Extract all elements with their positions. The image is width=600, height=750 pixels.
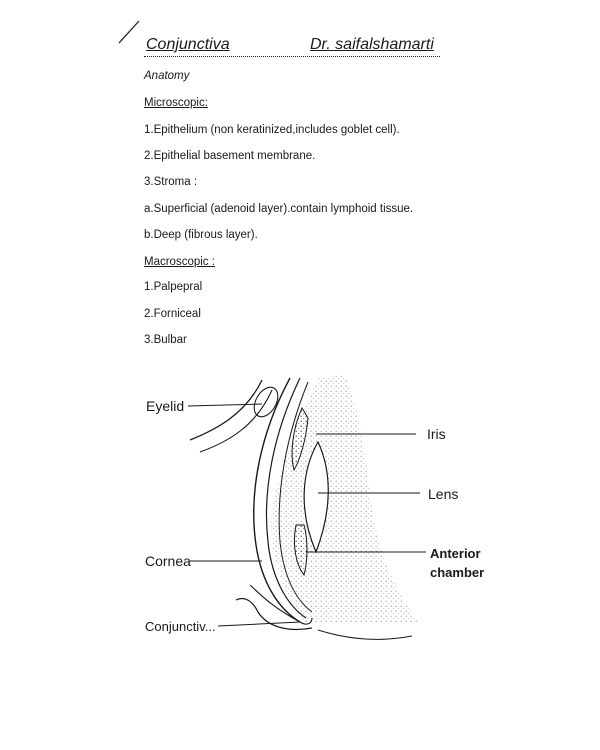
list-item: 2.Epithelial basement membrane. [144, 150, 316, 162]
conjunctiva-label: Conjunctiv... [145, 619, 216, 634]
macroscopic-heading: Macroscopic : [144, 256, 215, 268]
list-item: 3.Stroma : [144, 176, 198, 188]
document-header [144, 36, 440, 57]
upper-eyelid-inner [200, 390, 272, 452]
anterior-label: Anterior [430, 546, 481, 561]
cornea-label: Cornea [145, 553, 191, 569]
eyelid-leader [188, 404, 262, 406]
list-item: b.Deep (fibrous layer). [144, 229, 258, 241]
upper-eyelid [190, 380, 262, 440]
iris-label: Iris [427, 426, 446, 442]
list-item: a.Superficial (adenoid layer).contain lymphoid tissue. [144, 203, 414, 215]
chamber-label: chamber [430, 565, 485, 580]
list-item: 2.Forniceal [144, 308, 201, 320]
document-title: Conjunctiva [146, 36, 230, 53]
list-item: 1.Epithelium (non keratinized,includes goblet cell). [144, 124, 400, 136]
document-author: Dr. saifalshamarti [310, 36, 434, 53]
list-item: 3.Bulbar [144, 334, 187, 346]
globe-stipple [271, 375, 420, 622]
pen-stroke-mark [116, 18, 142, 46]
lens-label: Lens [428, 486, 459, 502]
eyelid-label: Eyelid [146, 398, 185, 414]
bottom-curve [318, 630, 412, 639]
anatomy-heading: Anatomy [144, 70, 190, 82]
list-item: 1.Palpepral [144, 281, 203, 293]
conjunctiva-leader [218, 622, 300, 626]
microscopic-heading: Microscopic: [144, 97, 208, 109]
eye-anatomy-diagram [0, 360, 600, 650]
